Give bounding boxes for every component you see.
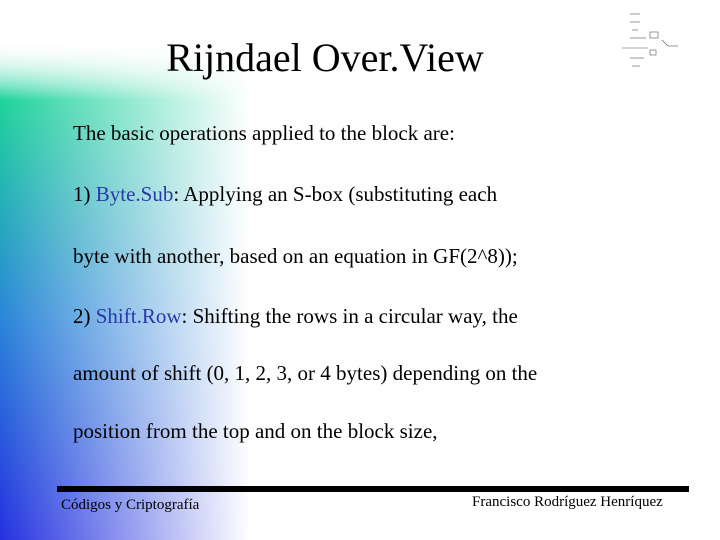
body-line-2: 1) Byte.Sub: Applying an S-box (substituting each: [73, 182, 498, 206]
body-line-3: byte with another, based on an equation in GF(2^8));: [73, 244, 518, 268]
footer-course: Códigos y Criptografía: [61, 497, 200, 513]
logo-diagram-icon: [618, 8, 688, 74]
keyword-bytesub: Byte.Sub: [95, 182, 174, 206]
body-line-6: position from the top and on the block size,: [73, 419, 438, 443]
body-line-4: 2) Shift.Row: Shifting the rows in a circular way, the: [73, 304, 518, 328]
footer-divider: [57, 486, 689, 492]
body-line-5: amount of shift (0, 1, 2, 3, or 4 bytes) depending on the: [73, 361, 538, 385]
body-line-1: The basic operations applied to the block are:: [73, 121, 455, 145]
keyword-shiftrow: Shift.Row: [95, 304, 182, 328]
footer-author: Francisco Rodríguez Henríquez: [472, 494, 663, 510]
slide-title: Rijndael Over.View: [166, 35, 484, 80]
